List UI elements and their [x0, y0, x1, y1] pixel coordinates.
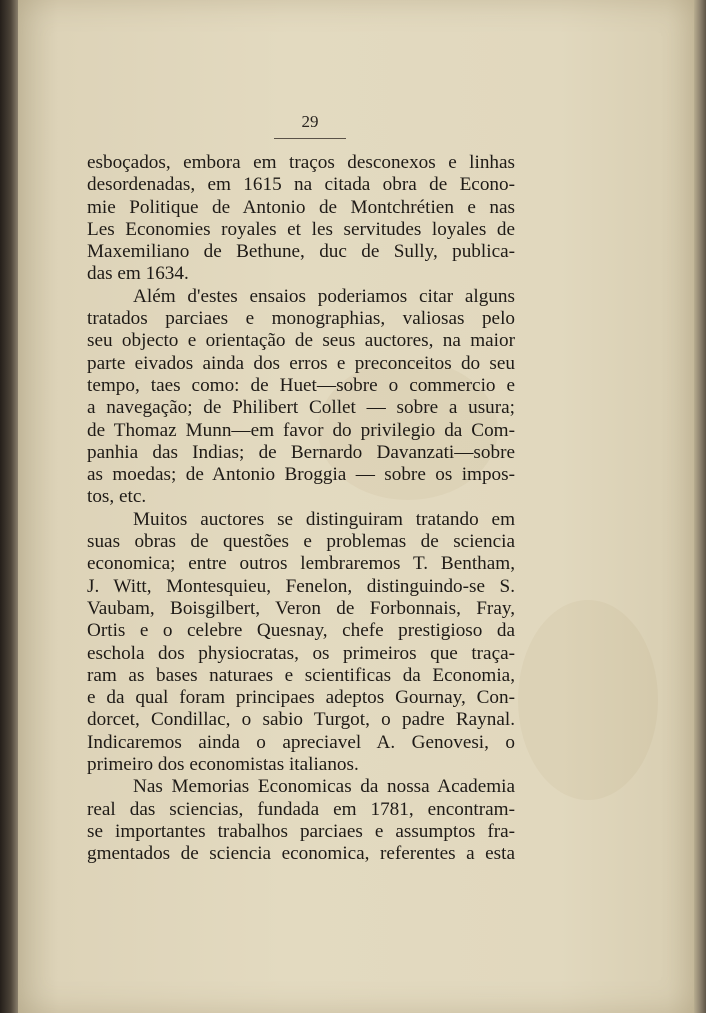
- page-number: 29: [301, 112, 319, 131]
- text-line: Ortis e o celebre Quesnay, chefe prestigioso da: [87, 620, 515, 642]
- text-line: seu objecto e orientação de seus auctores, na maior: [87, 330, 515, 352]
- page-edge: [694, 0, 706, 1013]
- paper-stain: [518, 600, 658, 800]
- text-line: e da qual foram principaes adeptos Gournay, Con-: [87, 687, 515, 709]
- text-line: [87, 174, 515, 196]
- text-line: ram as bases naturaes e scientificas da Economia,: [87, 664, 515, 686]
- page-number-rule: [274, 138, 346, 139]
- text-line-content: desordenadas, em 1615 na citada obra de Econo-: [87, 174, 515, 196]
- text-line: Indicaremos ainda o apreciavel A. Genovesi, o: [87, 731, 515, 753]
- text-line: Vaubam, Boisgilbert, Veron de Forbonnais, Fray,: [87, 597, 515, 619]
- text-line: J. Witt, Montesquieu, Fenelon, distinguindo-se S.: [87, 575, 515, 597]
- paragraph-start-line: Nas Memorias Economicas da nossa Academia: [133, 776, 515, 798]
- paragraph-start-line: Além d'estes ensaios poderiamos citar alguns: [133, 285, 515, 307]
- body-text: [87, 152, 515, 866]
- text-line: real das sciencias, fundada em 1781, encontram-: [87, 798, 515, 820]
- text-line: de Thomaz Munn—em favor do privilegio da Com-: [87, 419, 515, 441]
- text-line: economica; entre outros lembraremos T. Bentham,: [87, 553, 515, 575]
- text-line: primeiro dos economistas italianos.: [87, 754, 359, 776]
- text-line: esboçados, embora em traços desconexos e linhas: [87, 152, 515, 173]
- text-line: Les Economies royales et les servitudes loyales de: [87, 218, 515, 240]
- book-spine-shadow: [0, 0, 18, 1013]
- paragraph-start-line: Muitos auctores se distinguiram tratando em: [133, 508, 515, 530]
- text-line: eschola dos physiocratas, os primeiros que traça-: [87, 642, 515, 664]
- text-line: parte eivados ainda dos erros e preconceitos do seu: [87, 352, 515, 374]
- text-line: se importantes trabalhos parciaes e assumptos fra-: [87, 820, 515, 842]
- text-line: gmentados de sciencia economica, referentes a esta: [87, 843, 515, 865]
- text-line: das em 1634.: [87, 263, 189, 285]
- text-line: Maxemiliano de Bethune, duc de Sully, publica-: [87, 241, 515, 263]
- text-line: tos, etc.: [87, 486, 147, 508]
- text-line: dorcet, Condillac, o sabio Turgot, o padre Raynal.: [87, 709, 515, 731]
- text-line: as moedas; de Antonio Broggia — sobre os impos-: [87, 464, 515, 486]
- text-line: suas obras de questões e problemas de sciencia: [87, 531, 515, 553]
- text-line: tempo, taes como: de Huet—sobre o commercio e: [87, 374, 515, 396]
- text-line: mie Politique de Antonio de Montchrétien e nas: [87, 196, 515, 218]
- text-line: a navegação; de Philibert Collet — sobre a usura;: [87, 397, 515, 419]
- text-line: tratados parciaes e monographias, valiosas pelo: [87, 308, 515, 330]
- text-line: panhia das Indias; de Bernardo Davanzati—sobre: [87, 441, 515, 463]
